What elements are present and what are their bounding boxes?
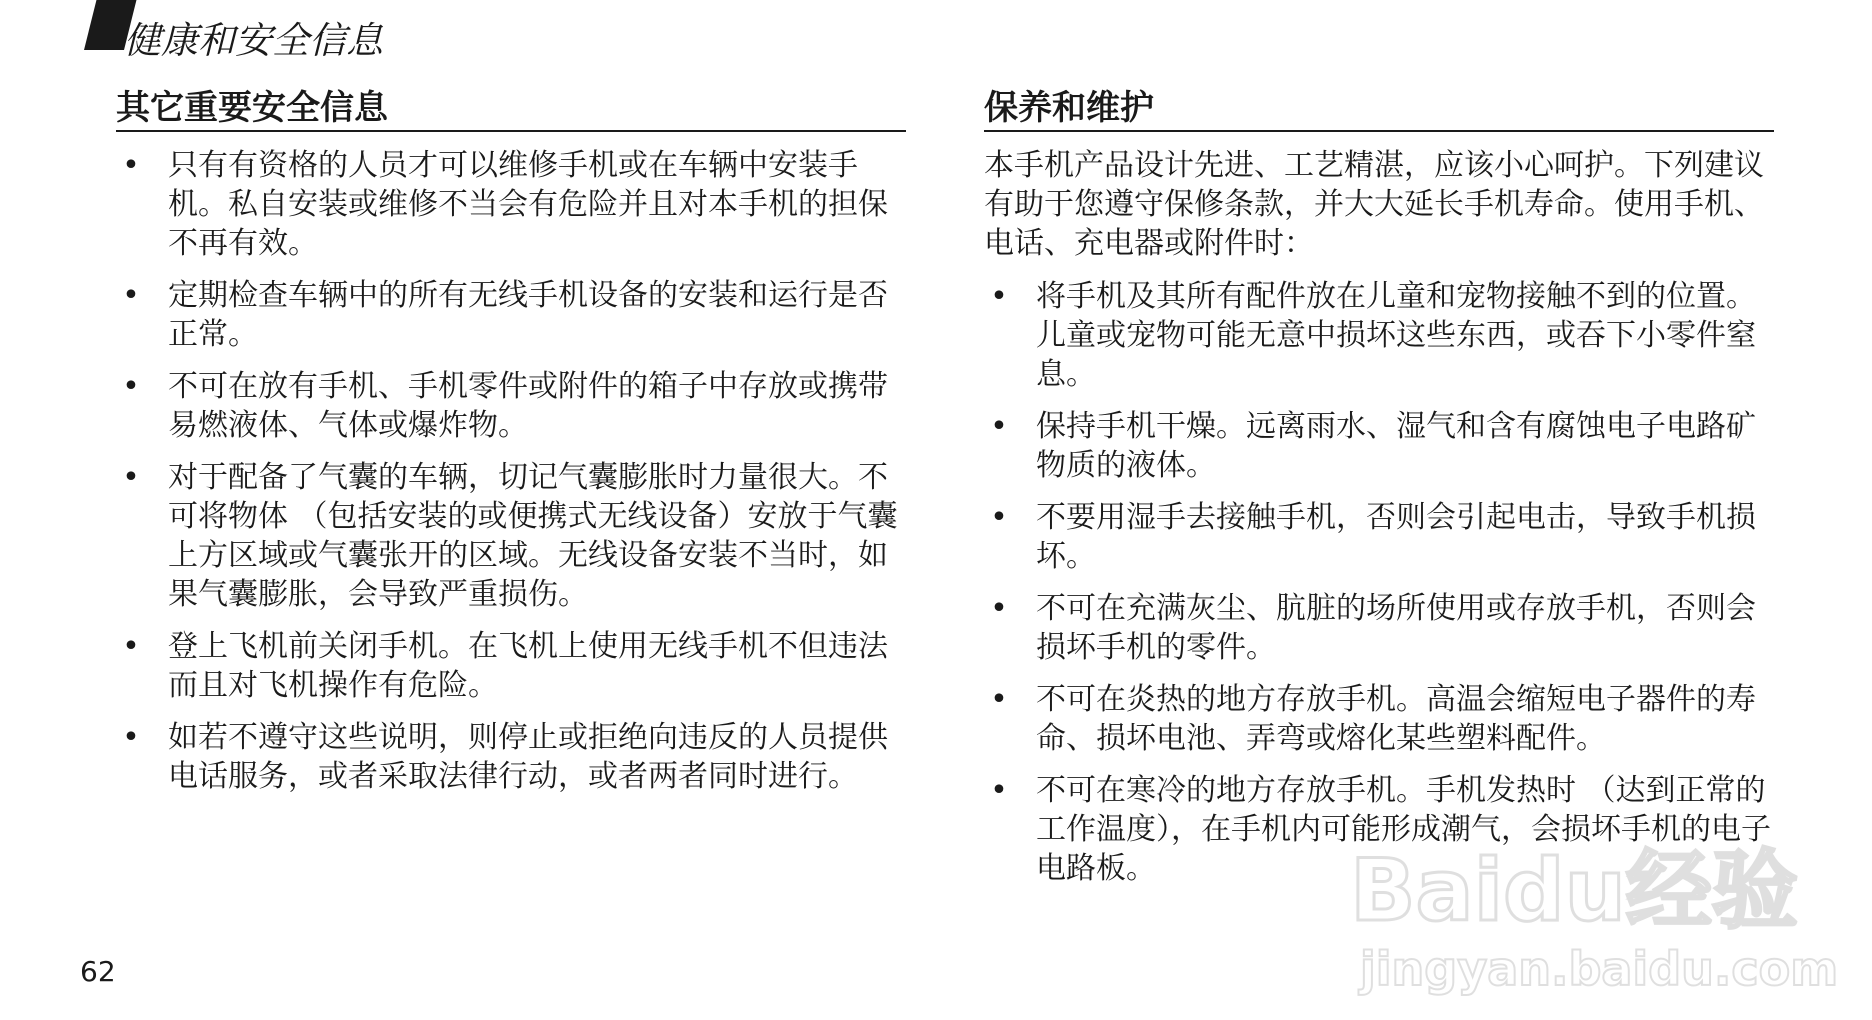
list-item-text: 不可在充满灰尘、肮脏的场所使用或存放手机，否则会损坏手机的零件。 — [1036, 591, 1756, 665]
list-item — [116, 146, 906, 263]
intro-paragraph: 本手机产品设计先进、工艺精湛，应该小心呵护。下列建议有助于您遵守保修条款，并大大延长手机寿命。使用手机、电话、充电器或附件时： — [984, 148, 1764, 261]
list-item-text: 不可在寒冷的地方存放手机。手机发热时 （达到正常的工作温度），在手机内可能形成潮气，会损坏手机的电子电路板。 — [1036, 773, 1771, 886]
list-item — [984, 589, 1774, 667]
bullet-icon: • — [122, 720, 140, 755]
list-item-text: 不可在炎热的地方存放手机。高温会缩短电子器件的寿命、损坏电池、弄弯或熔化某些塑料配件。 — [1036, 682, 1756, 756]
bullet-icon: • — [990, 279, 1008, 314]
bullet-icon: • — [122, 460, 140, 495]
care-list — [984, 277, 1774, 888]
bullet-icon: • — [990, 500, 1008, 535]
list-item — [984, 498, 1774, 576]
bullet-icon: • — [990, 682, 1008, 717]
right-column — [984, 86, 1774, 901]
page-number: 62 — [80, 955, 116, 988]
list-item-text: 定期检查车辆中的所有无线手机设备的安装和运行是否正常。 — [168, 278, 888, 352]
safety-list — [116, 146, 906, 796]
left-column — [116, 86, 906, 809]
bullet-icon: • — [122, 278, 140, 313]
list-item-text: 对于配备了气囊的车辆，切记气囊膨胀时力量很大。不可将物体 （包括安装的或便携式无线设备）安放于气囊上方区域或气囊张开的区域。无线设备安装不当时，如果气囊膨胀，会导致严重损伤。 — [168, 460, 898, 612]
list-item — [116, 627, 906, 705]
bullet-icon: • — [122, 148, 140, 183]
watermark-url-text: jingyan.baidu.com — [1360, 942, 1839, 996]
list-item-text: 如若不遵守这些说明，则停止或拒绝向违反的人员提供电话服务，或者采取法律行动，或者两者同时进行。 — [168, 720, 888, 794]
list-item — [116, 276, 906, 354]
list-item — [984, 407, 1774, 485]
bullet-icon: • — [990, 409, 1008, 444]
bullet-icon: • — [122, 629, 140, 664]
list-item — [116, 718, 906, 796]
running-header: 健康和安全信息 — [124, 19, 383, 62]
bullet-icon: • — [990, 591, 1008, 626]
list-item-text: 保持手机干燥。远离雨水、湿气和含有腐蚀电子电路矿物质的液体。 — [1036, 409, 1756, 483]
list-item-text: 不可在放有手机、手机零件或附件的箱子中存放或携带易燃液体、气体或爆炸物。 — [168, 369, 888, 443]
list-item-text: 登上飞机前关闭手机。在飞机上使用无线手机不但违法而且对飞机操作有危险。 — [168, 629, 888, 703]
list-item-text: 只有有资格的人员才可以维修手机或在车辆中安装手机。私自安装或维修不当会有危险并且对本手机的担保不再有效。 — [168, 148, 888, 261]
list-item — [116, 367, 906, 445]
list-item — [116, 458, 906, 614]
list-item — [984, 277, 1774, 394]
list-item — [984, 771, 1774, 888]
section-title-care: 保养和维护 — [984, 86, 1774, 132]
bullet-icon: • — [122, 369, 140, 404]
section-title-safety: 其它重要安全信息 — [116, 86, 906, 132]
list-item-text: 将手机及其所有配件放在儿童和宠物接触不到的位置。儿童或宠物可能无意中损坏这些东西，或吞下小零件窒息。 — [1036, 279, 1756, 392]
bullet-icon: • — [990, 773, 1008, 808]
watermark-logo-text: Baidu经验 — [1350, 841, 1798, 941]
list-item-text: 不要用湿手去接触手机，否则会引起电击，导致手机损坏。 — [1036, 500, 1756, 574]
list-item — [984, 680, 1774, 758]
